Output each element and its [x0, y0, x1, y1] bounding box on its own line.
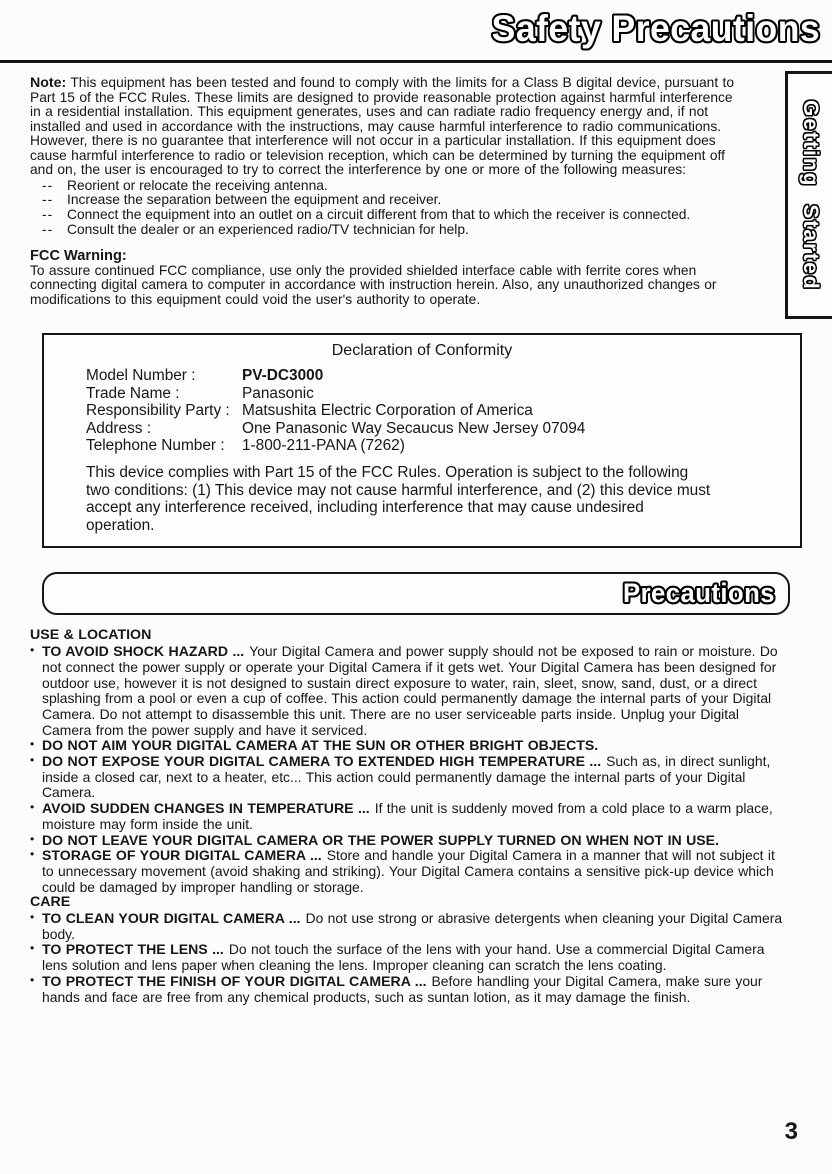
precautions-content — [30, 628, 802, 1005]
declaration-value: 1-800-211-PANA (7262) — [242, 437, 405, 455]
precaution-item — [30, 942, 788, 973]
precaution-text: Your Digital Camera and power supply should not be exposed to rain or moisture. Do not connect the power supply or operate your Digital Camera if it gets wet. Your Digital Camera has been designed for outdoor use, however it is not designed to sustain direct exposure to water, rain, sleet, snow, sand, dust, or a direct splashing from a pool or even a cup of coffee. This action could permanently damage the internal parts of your Digital Camera. Do not attempt to disassemble this unit. There are no user serviceable parts inside. Unplug your Digital Camera from the power supply and have it serviced. — [42, 643, 778, 738]
precaution-lead: TO AVOID SHOCK HAZARD ... — [42, 643, 245, 660]
side-tab-label: Getting Started — [799, 99, 822, 291]
precaution-text: Such as, in direct sunlight, inside a closed car, next to a heater, etc... This action could permanently damage the internal parts of your Digital Camera. — [42, 753, 771, 801]
precaution-section-heading: CARE — [30, 894, 71, 911]
precaution-lead: TO CLEAN YOUR DIGITAL CAMERA ... — [42, 910, 301, 927]
precaution-lead: DO NOT AIM YOUR DIGITAL CAMERA AT THE SUN OR OTHER BRIGHT OBJECTS. — [42, 737, 599, 754]
precaution-text: Do not use strong or abrasive detergents when cleaning your Digital Camera body. — [42, 910, 783, 942]
declaration-row — [86, 402, 800, 420]
declaration-row — [86, 437, 800, 455]
measure-text: Connect the equipment into an outlet on a circuit different from that to which the receiver is connected. — [67, 207, 691, 223]
declaration-label: Responsibility Party : — [86, 402, 230, 420]
precaution-section-heading: USE & LOCATION — [30, 627, 152, 644]
precaution-list — [30, 644, 788, 895]
precaution-text: If the unit is suddenly moved from a cold place to a warm place, moisture may form inside the unit. — [42, 800, 773, 832]
precautions-banner-label: Precautions — [622, 578, 775, 609]
precaution-text: Store and handle your Digital Camera in a manner that will not subject it to unnecessary movement (avoid shaking and striking). Your Digital Camera contains a sensitive pick-up device which could be damaged by improper handling or storage. — [42, 847, 775, 895]
precaution-item — [30, 974, 788, 1005]
declaration-row — [86, 367, 800, 385]
bullet-marker: • — [30, 800, 35, 815]
declaration-rows — [86, 367, 800, 455]
note-label: Note: — [30, 75, 67, 91]
precaution-lead: TO PROTECT THE FINISH OF YOUR DIGITAL CAMERA ... — [42, 972, 427, 989]
precaution-item — [30, 738, 788, 754]
dash-marker: -- — [42, 207, 54, 223]
precaution-item — [30, 911, 788, 942]
declaration-title: Declaration of Conformity — [331, 342, 513, 360]
title-rule — [0, 60, 832, 63]
fcc-warning-heading: FCC Warning: — [30, 247, 127, 264]
precaution-text: Before handling your Digital Camera, make sure your hands and face are free from any chemical products, such as suntan lotion, as it may damage the finish. — [42, 972, 763, 1005]
bullet-marker: • — [30, 941, 35, 956]
measure-item — [30, 179, 802, 194]
declaration-label: Model Number : — [86, 367, 196, 385]
precaution-lead: TO PROTECT THE LENS ... — [42, 941, 224, 958]
declaration-body: This device complies with Part 15 of the FCC Rules. Operation is subject to the following two conditions: (1) This device may not cause harmful interference, and (2) this device must accept any interference received, including interference that may cause undesired operation. — [86, 464, 711, 534]
dash-marker: -- — [42, 221, 54, 237]
page-title: Safety Precautions — [491, 8, 820, 49]
bullet-marker: • — [30, 847, 35, 862]
measure-item — [30, 208, 802, 223]
precaution-item — [30, 833, 788, 849]
declaration-label: Trade Name : — [86, 384, 180, 402]
fcc-warning-section — [30, 248, 802, 308]
note-paragraph — [30, 76, 802, 178]
precaution-item — [30, 848, 788, 895]
precaution-lead: DO NOT EXPOSE YOUR DIGITAL CAMERA TO EXTENDED HIGH TEMPERATURE ... — [42, 753, 602, 770]
declaration-value: Panasonic — [242, 384, 314, 402]
declaration-value: One Panasonic Way Secaucus New Jersey 07094 — [242, 419, 586, 437]
measure-text: Reorient or relocate the receiving antenna. — [67, 177, 328, 193]
measure-text: Increase the separation between the equipment and receiver. — [67, 192, 442, 208]
bullet-marker: • — [30, 737, 35, 752]
fcc-note-section — [30, 76, 802, 238]
precaution-item — [30, 754, 788, 801]
dash-marker: -- — [42, 192, 54, 208]
precaution-item — [30, 644, 788, 738]
declaration-value: Matsushita Electric Corporation of America — [242, 402, 533, 420]
declaration-of-conformity-box — [42, 333, 802, 548]
bullet-marker: • — [30, 910, 35, 925]
declaration-row — [86, 420, 800, 438]
declaration-row — [86, 385, 800, 403]
bullet-marker: • — [30, 831, 35, 846]
interference-measures-list — [30, 179, 802, 238]
measure-item — [30, 223, 802, 238]
precaution-list — [30, 911, 788, 1005]
precaution-lead: STORAGE OF YOUR DIGITAL CAMERA ... — [42, 847, 322, 864]
fcc-warning-body: To assure continued FCC compliance, use only the provided shielded interface cable with ferrite cores when connecting digital camera to computer in accordance with instruction herein. Also, any unauthorized changes or modifications to this equipment could void the user's authority to operate. — [30, 262, 717, 308]
bullet-marker: • — [30, 643, 35, 658]
precaution-text: Do not touch the surface of the lens with your hand. Use a commercial Digital Camera lens solution and lens paper when cleaning the lens. Improper cleaning can scratch the lens coating. — [42, 941, 765, 974]
measure-item — [30, 193, 802, 208]
bullet-marker: • — [30, 753, 35, 768]
precaution-item — [30, 801, 788, 832]
precaution-lead: AVOID SUDDEN CHANGES IN TEMPERATURE ... — [42, 800, 370, 817]
precautions-banner — [42, 572, 790, 615]
page-content — [30, 76, 802, 1005]
declaration-value: PV-DC3000 — [242, 367, 324, 385]
note-body: This equipment has been tested and found to comply with the limits for a Class B digital device, pursuant to Part 15 of the FCC Rules. These limits are designed to provide reasonable protection against harmful interference in a residential installation. This equipment generates, uses and can radiate radio frequency energy and, if not installed and used in accordance with the instructions, may cause harmful interference to radio communications. However, there is no guarantee that interference will not occur in a particular installation. If this equipment does cause harmful interference to radio or television reception, which can be determined by turning the equipment off and on, the user is encouraged to try to correct the interference by one or more of the following measures: — [30, 75, 735, 177]
bullet-marker: • — [30, 972, 35, 987]
page-number: 3 — [784, 1118, 798, 1145]
declaration-label: Telephone Number : — [86, 437, 225, 455]
measure-text: Consult the dealer or an experienced radio/TV technician for help. — [67, 221, 469, 237]
precaution-lead: DO NOT LEAVE YOUR DIGITAL CAMERA OR THE POWER SUPPLY TURNED ON WHEN NOT IN USE. — [42, 831, 719, 848]
declaration-label: Address : — [86, 419, 152, 437]
dash-marker: -- — [42, 177, 54, 193]
